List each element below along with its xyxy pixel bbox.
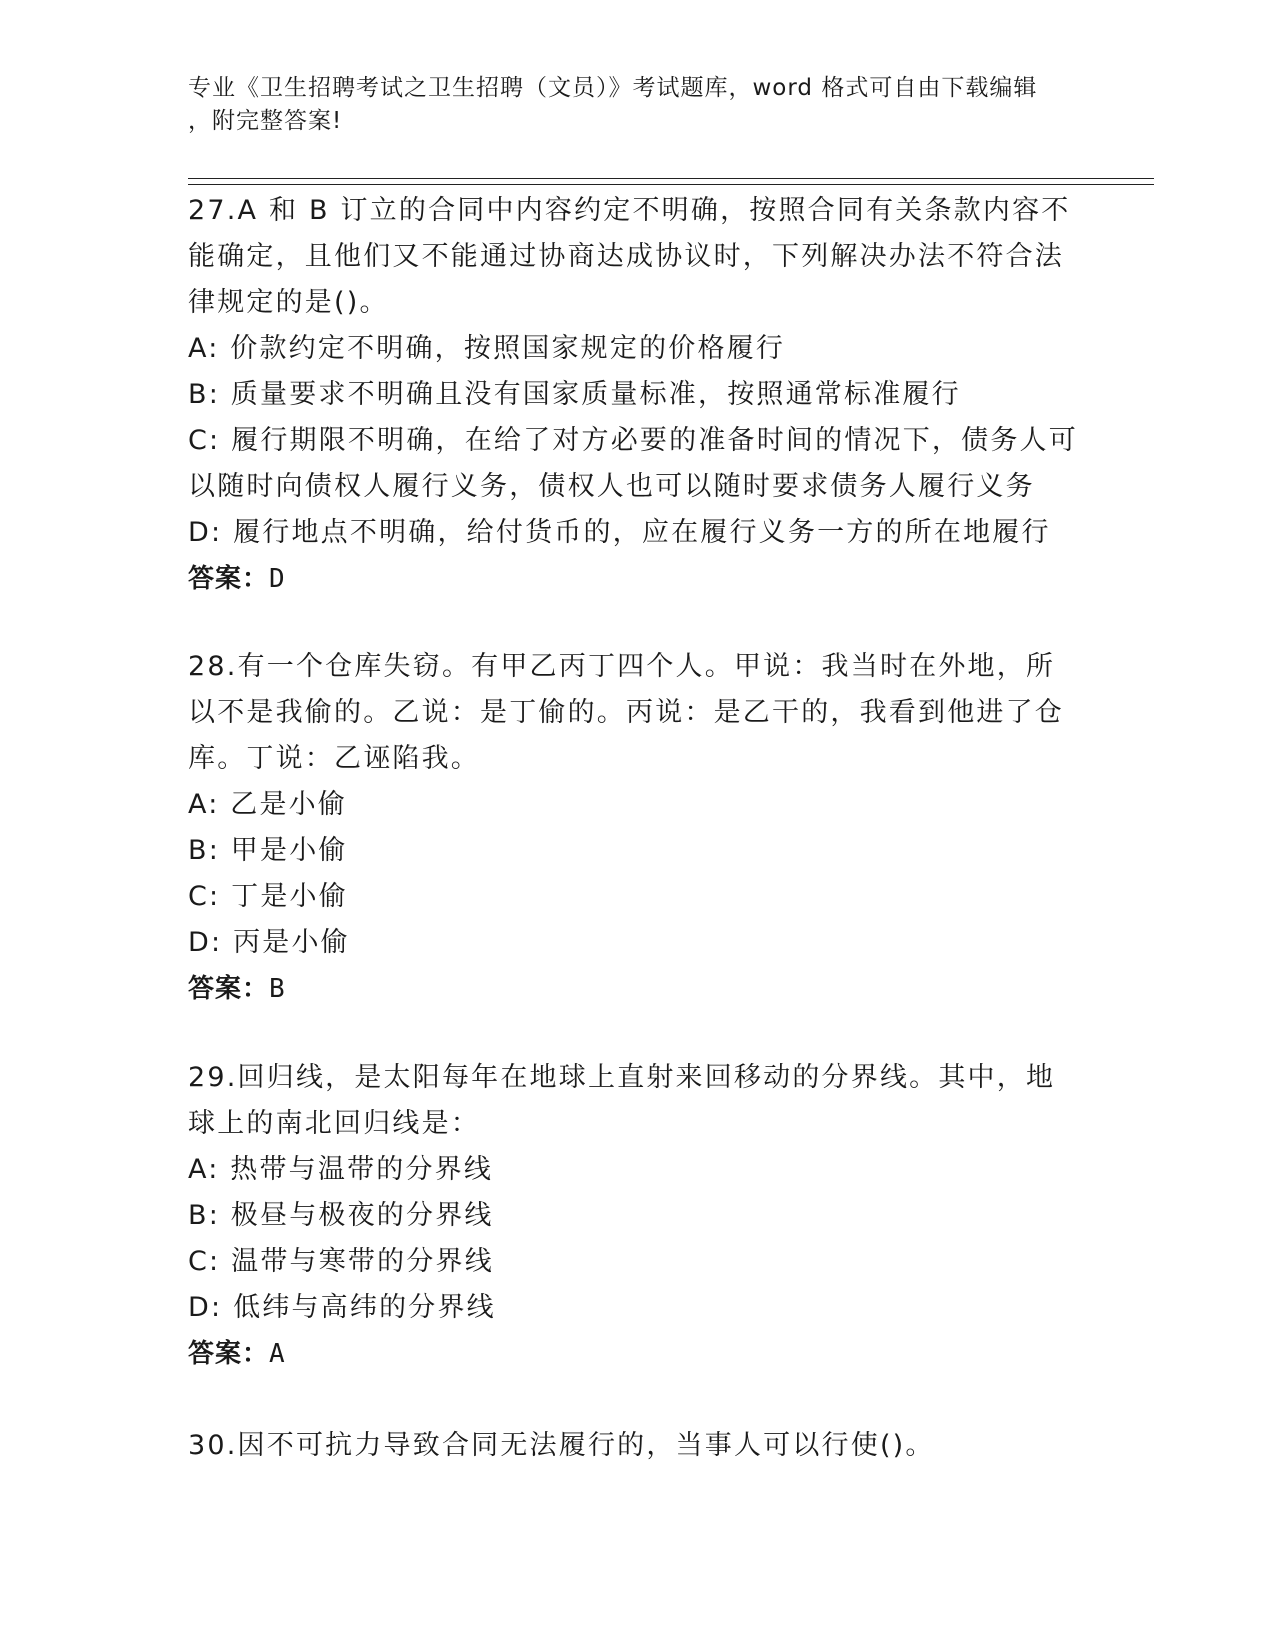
option-b: B: 甲是小偷 [188, 835, 348, 866]
option-a: A: 价款约定不明确，按照国家规定的价格履行 [188, 333, 786, 364]
header-divider-top [188, 178, 1154, 179]
option-c: C: 丁是小偷 [188, 881, 348, 912]
answer-line [188, 966, 1078, 1012]
question-stem: 29.回归线，是太阳每年在地球上直射来回移动的分界线。其中，地球上的南北回归线是： [188, 1062, 1056, 1139]
answer-line [188, 1331, 1078, 1377]
question-30 [188, 1423, 1078, 1469]
option-d: D: 丙是小偷 [188, 927, 350, 958]
answer-value: B [269, 974, 286, 1004]
option-c: C: 温带与寒带的分界线 [188, 1246, 494, 1277]
option-b: B: 质量要求不明确且没有国家质量标准，按照通常标准履行 [188, 379, 961, 410]
option-b: B: 极昼与极夜的分界线 [188, 1200, 494, 1231]
answer-label: 答案： [188, 1339, 270, 1369]
answer-label: 答案： [188, 564, 270, 594]
answer-label: 答案： [188, 974, 270, 1004]
question-27 [188, 188, 1078, 602]
option-d: D: 履行地点不明确，给付货币的，应在履行义务一方的所在地履行 [188, 517, 1051, 548]
header-line-1: 专业《卫生招聘考试之卫生招聘（文员）》考试题库，word 格式可自由下载编辑 [188, 75, 1038, 101]
question-28 [188, 644, 1078, 1012]
answer-value: A [269, 1339, 286, 1369]
option-a: A: 热带与温带的分界线 [188, 1154, 494, 1185]
option-d: D: 低纬与高纬的分界线 [188, 1292, 496, 1323]
header-divider-bottom [188, 184, 1154, 185]
answer-value: D [269, 564, 286, 594]
document-header [188, 72, 1088, 138]
question-stem: 27.A 和 B 订立的合同中内容约定不明确，按照合同有关条款内容不能确定，且他们又不能通过协商达成协议时，下列解决办法不符合法律规定的是()。 [188, 195, 1071, 318]
question-stem: 28.有一个仓库失窃。有甲乙丙丁四个人。甲说：我当时在外地，所以不是我偷的。乙说：是丁偷的。丙说：是乙干的，我看到他进了仓库。丁说：乙诬陷我。 [188, 651, 1064, 774]
header-line-2: ，附完整答案! [188, 108, 343, 134]
option-c: C: 履行期限不明确，在给了对方必要的准备时间的情况下，债务人可以随时向债权人履行义务，债权人也可以随时要求债务人履行义务 [188, 425, 1078, 502]
question-29 [188, 1055, 1078, 1377]
option-a: A: 乙是小偷 [188, 789, 348, 820]
answer-line [188, 556, 1078, 602]
question-stem: 30.因不可抗力导致合同无法履行的，当事人可以行使()。 [188, 1430, 935, 1461]
